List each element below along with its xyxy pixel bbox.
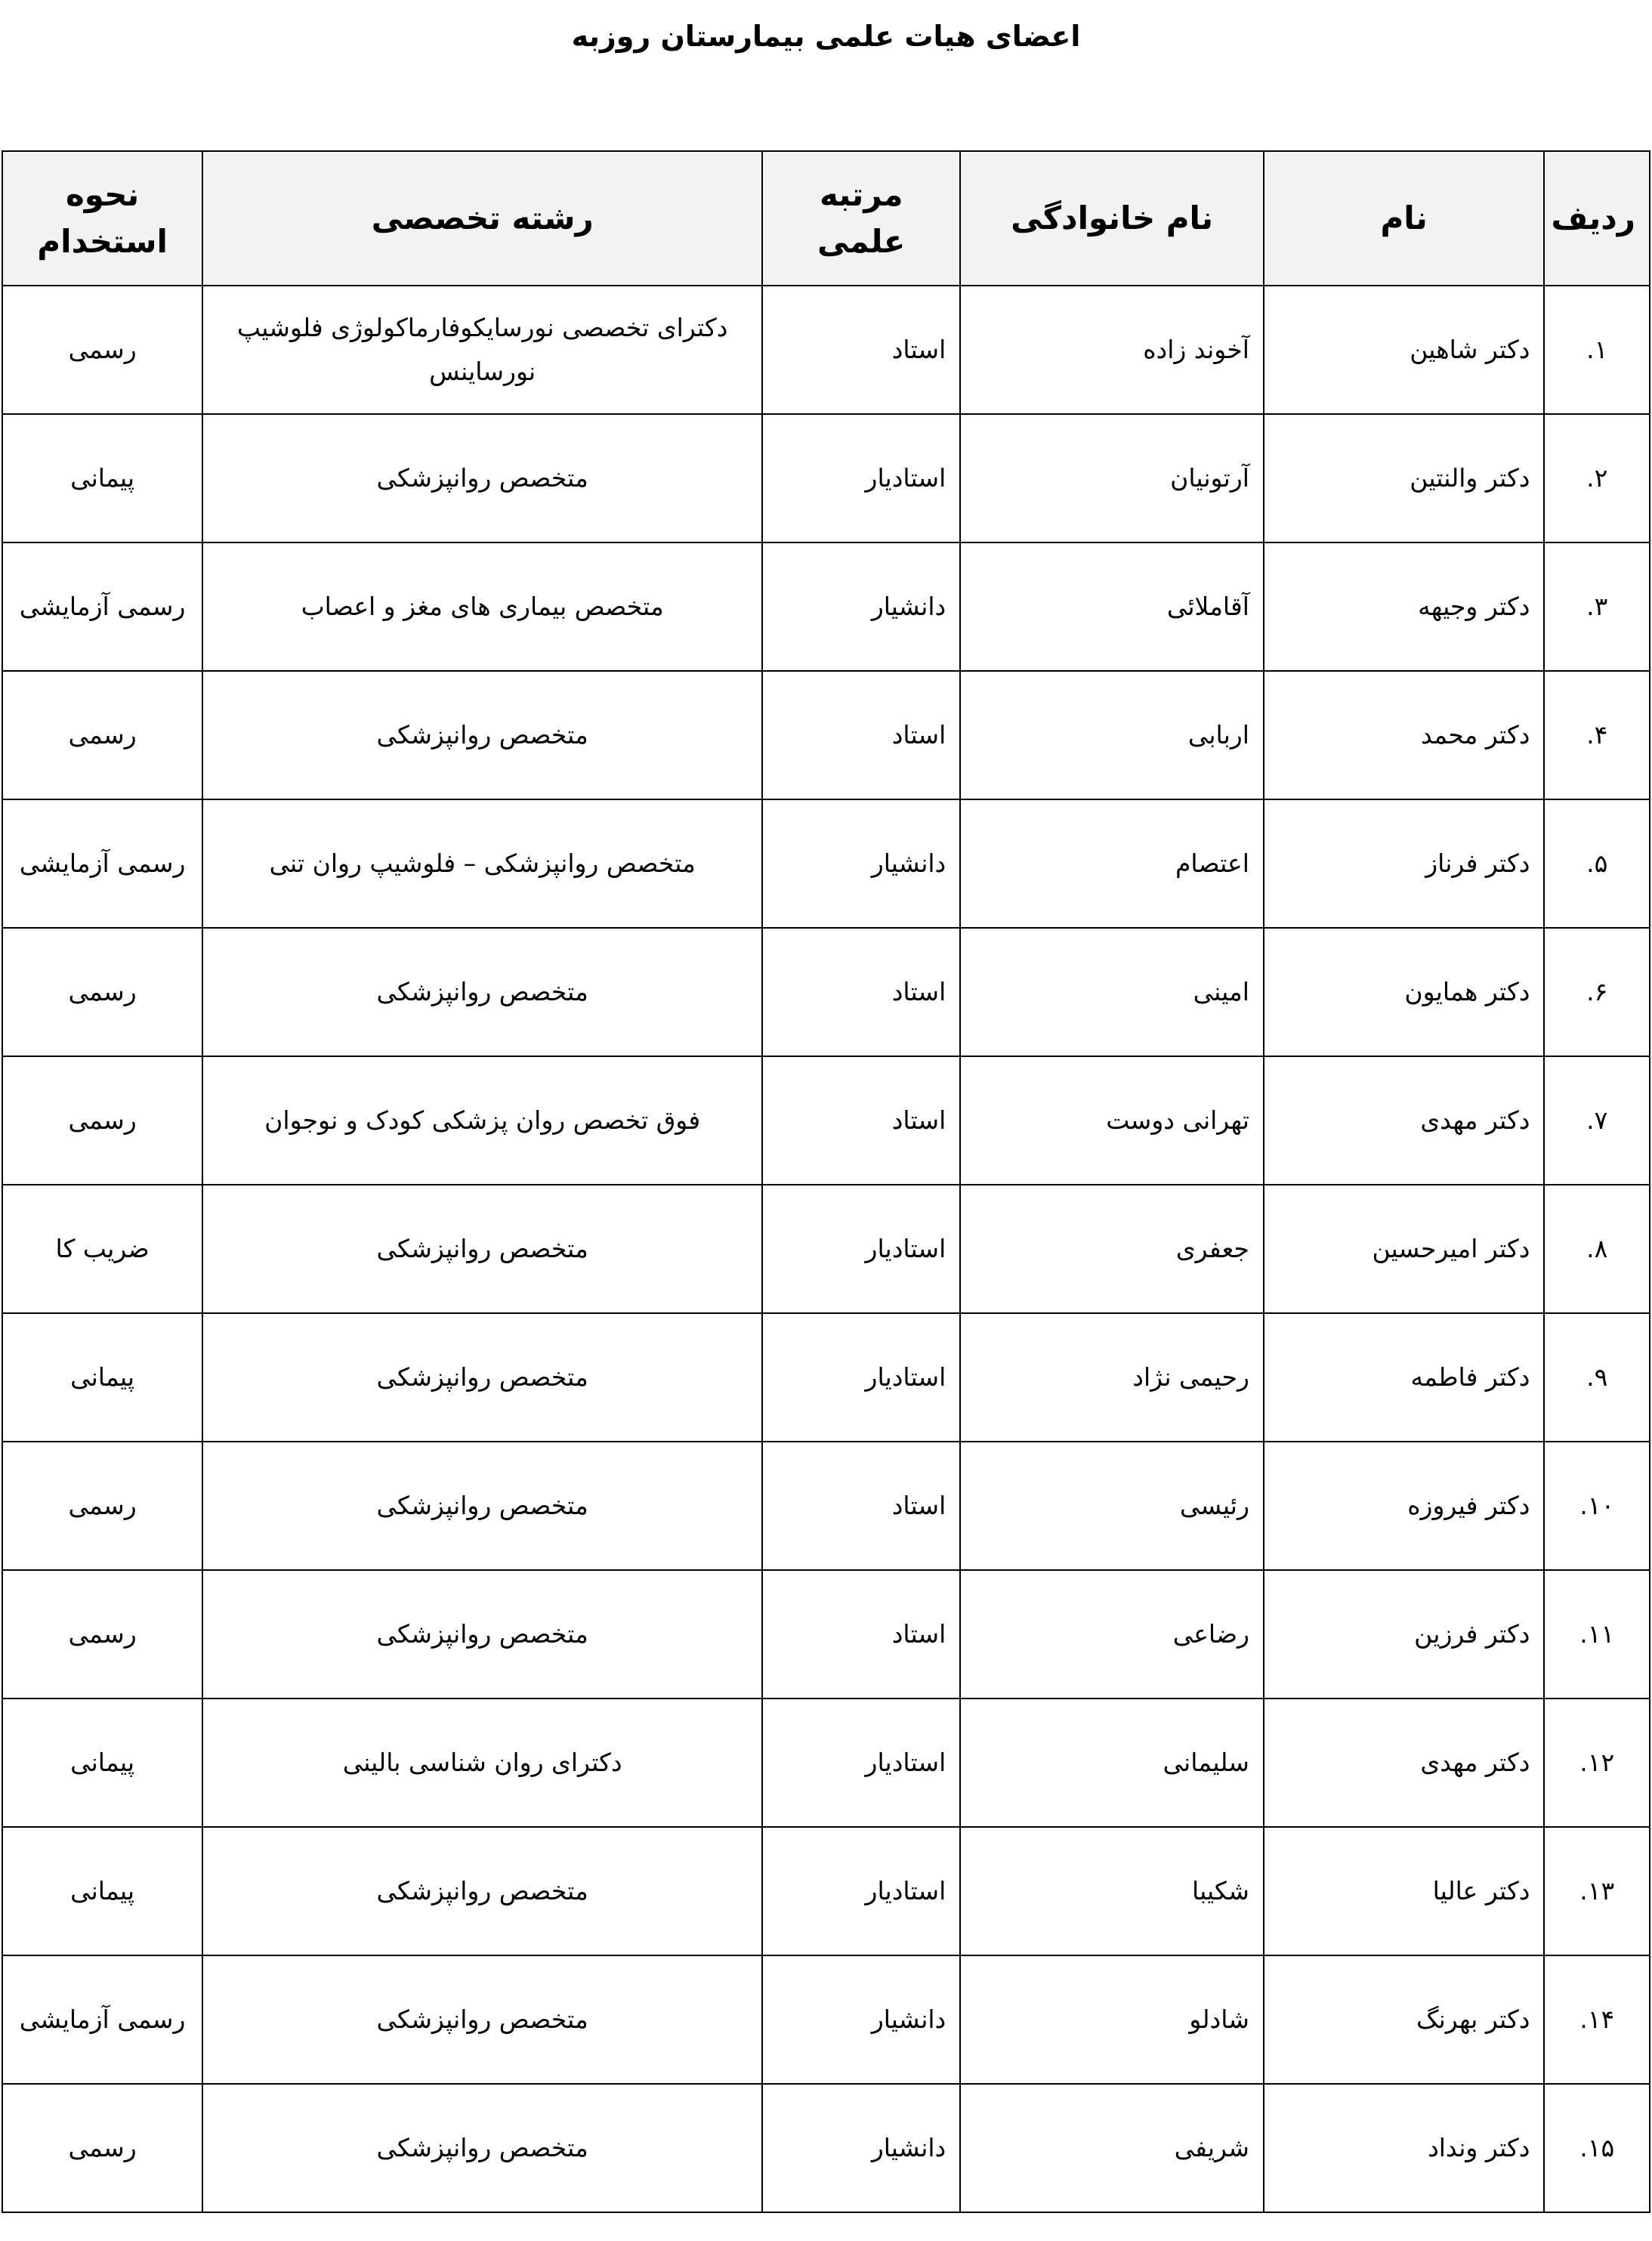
cell-row-number: ۱۲. <box>1544 1699 1650 1827</box>
cell-rank: استاد <box>762 286 960 414</box>
cell-last-name: شریفی <box>960 2084 1264 2212</box>
cell-last-name: تهرانی دوست <box>960 1056 1264 1185</box>
cell-first-name: دکتر ونداد <box>1264 2084 1545 2212</box>
table-row <box>2 286 1650 414</box>
header-employment: نحوه استخدام <box>2 151 202 286</box>
cell-employment: پیمانی <box>2 414 202 542</box>
cell-field: متخصص روانپزشکی <box>202 928 762 1056</box>
cell-first-name: دکتر بهرنگ <box>1264 1955 1545 2084</box>
table-row <box>2 1699 1650 1827</box>
table-row <box>2 799 1650 928</box>
header-rank: مرتبه علمی <box>762 151 960 286</box>
cell-rank: دانشیار <box>762 1955 960 2084</box>
cell-first-name: دکتر همایون <box>1264 928 1545 1056</box>
cell-last-name: آرتونیان <box>960 414 1264 542</box>
cell-last-name: امینی <box>960 928 1264 1056</box>
table-row <box>2 1570 1650 1699</box>
cell-first-name: دکتر فاطمه <box>1264 1313 1545 1442</box>
cell-last-name: رئیسی <box>960 1442 1264 1570</box>
cell-field: متخصص روانپزشکی <box>202 671 762 799</box>
table-row <box>2 1313 1650 1442</box>
cell-employment: رسمی آزمایشی <box>2 799 202 928</box>
cell-row-number: ۱۰. <box>1544 1442 1650 1570</box>
table-row <box>2 928 1650 1056</box>
table-row <box>2 1442 1650 1570</box>
cell-field: متخصص بیماری های مغز و اعصاب <box>202 542 762 671</box>
header-last-name: نام خانوادگی <box>960 151 1264 286</box>
cell-row-number: ۷. <box>1544 1056 1650 1185</box>
cell-field: متخصص روانپزشکی <box>202 1570 762 1699</box>
table-row <box>2 414 1650 542</box>
cell-first-name: دکتر والنتین <box>1264 414 1545 542</box>
cell-rank: دانشیار <box>762 542 960 671</box>
cell-field: دکترای تخصصی نورسایکوفارماکولوژی فلوشیپ نورساینس <box>202 286 762 414</box>
table-row <box>2 1056 1650 1185</box>
cell-employment: رسمی <box>2 1442 202 1570</box>
cell-field: متخصص روانپزشکی <box>202 2084 762 2212</box>
cell-first-name: دکتر مهدی <box>1264 1699 1545 1827</box>
cell-field: متخصص روانپزشکی – فلوشیپ روان تنی <box>202 799 762 928</box>
cell-rank: استاد <box>762 1442 960 1570</box>
cell-employment: رسمی آزمایشی <box>2 1955 202 2084</box>
cell-last-name: رحیمی نژاد <box>960 1313 1264 1442</box>
cell-rank: استادیار <box>762 1185 960 1313</box>
table-row <box>2 1185 1650 1313</box>
cell-last-name: اعتصام <box>960 799 1264 928</box>
cell-field: فوق تخصص روان پزشکی کودک و نوجوان <box>202 1056 762 1185</box>
cell-first-name: دکتر عالیا <box>1264 1827 1545 1955</box>
cell-last-name: رضاعی <box>960 1570 1264 1699</box>
faculty-table <box>2 150 1650 2213</box>
table-row <box>2 1955 1650 2084</box>
cell-rank: استادیار <box>762 1699 960 1827</box>
cell-row-number: ۱۳. <box>1544 1827 1650 1955</box>
cell-last-name: اربابی <box>960 671 1264 799</box>
cell-last-name: شادلو <box>960 1955 1264 2084</box>
cell-row-number: ۱۴. <box>1544 1955 1650 2084</box>
cell-rank: استاد <box>762 671 960 799</box>
cell-rank: استادیار <box>762 1827 960 1955</box>
cell-first-name: دکتر فرناز <box>1264 799 1545 928</box>
cell-first-name: دکتر امیرحسین <box>1264 1185 1545 1313</box>
cell-row-number: ۲. <box>1544 414 1650 542</box>
table-row <box>2 1827 1650 1955</box>
cell-row-number: ۱. <box>1544 286 1650 414</box>
cell-row-number: ۱۱. <box>1544 1570 1650 1699</box>
header-first-name: نام <box>1264 151 1545 286</box>
cell-rank: استاد <box>762 1570 960 1699</box>
cell-row-number: ۶. <box>1544 928 1650 1056</box>
cell-last-name: جعفری <box>960 1185 1264 1313</box>
cell-field: متخصص روانپزشکی <box>202 1442 762 1570</box>
cell-field: دکترای روان شناسی بالینی <box>202 1699 762 1827</box>
cell-employment: رسمی <box>2 1056 202 1185</box>
cell-last-name: آخوند زاده <box>960 286 1264 414</box>
header-row-number: ردیف <box>1544 151 1650 286</box>
cell-row-number: ۵. <box>1544 799 1650 928</box>
table-row <box>2 542 1650 671</box>
cell-first-name: دکتر مهدی <box>1264 1056 1545 1185</box>
cell-first-name: دکتر وجیهه <box>1264 542 1545 671</box>
page-title: اعضای هیات علمی بیمارستان روزبه <box>571 20 1081 53</box>
cell-employment: پیمانی <box>2 1313 202 1442</box>
cell-field: متخصص روانپزشکی <box>202 414 762 542</box>
cell-row-number: ۹. <box>1544 1313 1650 1442</box>
cell-employment: رسمی <box>2 1570 202 1699</box>
cell-field: متخصص روانپزشکی <box>202 1313 762 1442</box>
cell-row-number: ۸. <box>1544 1185 1650 1313</box>
cell-employment: رسمی <box>2 928 202 1056</box>
cell-field: متخصص روانپزشکی <box>202 1955 762 2084</box>
cell-last-name: شکیبا <box>960 1827 1264 1955</box>
cell-rank: دانشیار <box>762 2084 960 2212</box>
cell-rank: استاد <box>762 928 960 1056</box>
cell-employment: رسمی <box>2 671 202 799</box>
cell-first-name: دکتر شاهین <box>1264 286 1545 414</box>
table-row <box>2 2084 1650 2212</box>
table-header-row <box>2 151 1650 286</box>
cell-field: متخصص روانپزشکی <box>202 1827 762 1955</box>
cell-employment: ضریب کا <box>2 1185 202 1313</box>
cell-employment: رسمی آزمایشی <box>2 542 202 671</box>
cell-employment: پیمانی <box>2 1827 202 1955</box>
cell-first-name: دکتر فرزین <box>1264 1570 1545 1699</box>
cell-rank: استادیار <box>762 414 960 542</box>
cell-rank: استادیار <box>762 1313 960 1442</box>
cell-rank: استاد <box>762 1056 960 1185</box>
cell-employment: رسمی <box>2 286 202 414</box>
cell-last-name: سلیمانی <box>960 1699 1264 1827</box>
cell-row-number: ۱۵. <box>1544 2084 1650 2212</box>
cell-field: متخصص روانپزشکی <box>202 1185 762 1313</box>
cell-rank: دانشیار <box>762 799 960 928</box>
cell-first-name: دکتر فیروزه <box>1264 1442 1545 1570</box>
header-field: رشته تخصصی <box>202 151 762 286</box>
cell-row-number: ۳. <box>1544 542 1650 671</box>
cell-employment: پیمانی <box>2 1699 202 1827</box>
cell-employment: رسمی <box>2 2084 202 2212</box>
cell-first-name: دکتر محمد <box>1264 671 1545 799</box>
table-row <box>2 671 1650 799</box>
cell-row-number: ۴. <box>1544 671 1650 799</box>
cell-last-name: آقاملائی <box>960 542 1264 671</box>
